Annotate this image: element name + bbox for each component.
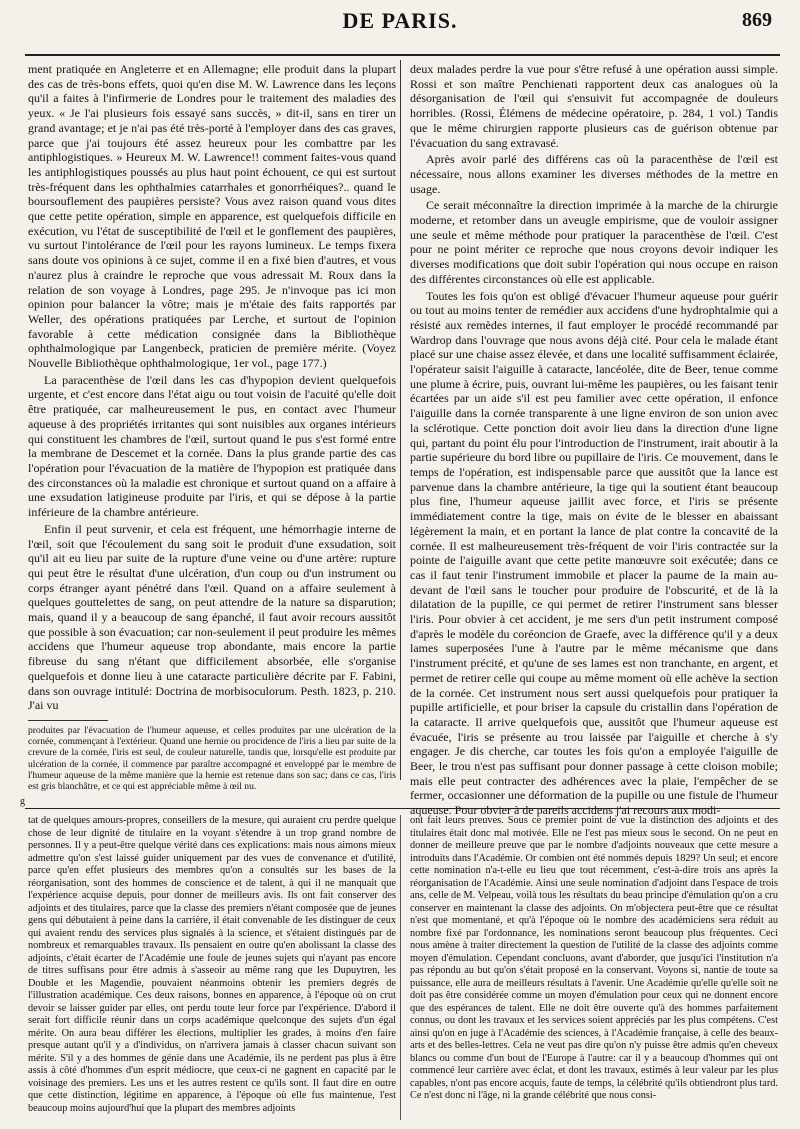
paragraph: Après avoir parlé des différens cas où la paracenthèse de l'œil est nécessaire, nous allons examiner les diverses méthodes de la mettre en usage.	[410, 152, 778, 196]
column-divider	[400, 60, 401, 780]
feuilleton-divider	[400, 815, 401, 1120]
running-title: DE PARIS.	[342, 8, 458, 33]
paragraph: Enfin il peut survenir, et cela est fréquent, une hémorrhagie interne de l'œil, soit que l'écoulement du sang soit le produit d'une exsudation, soit qu'il ait eu lieu par suite de la rupture d'une veine ou d'une artère: rupture qui peut être le résultat d'une ulcération, d'un coup ou d'un instrument ou corps étranger ayant pénétré dans l'œil. Quand on a affaire seulement à quelques gouttelettes de sang, on peut attendre de la nature sa disparution; mais, quand il y a beaucoup de sang épanché, il faut avoir recours aussitôt que possible à son évacuation; car non-seulement il peut produire les mêmes accidens que l'humeur aqueuse trop abondante, mais encore la partie fibreuse du sang n'étant que difficilement absorbée, elle s'organise quelquefois et donne lieu à une cataracte particulière décrite par F. Fabini, dans son ouvrage intitulé: Doctrina de morbisoculorum. Pesth. 1823, p. 210. J'ai vu	[28, 521, 396, 713]
footnote: produites par l'évacuation de l'humeur aqueuse, et celles produites par une ulcération de la cornée, commençant à l'extérieur. Quand une hernie ou procidence de l'iris a lieu par suite de la crevure de la cornée, l'iris est seul, de couleur naturelle, tandis que, lorsqu'elle est produite par ulcération de la cornée, il commence par paraître accompagné et enveloppé par le membre de l'humeur aqueuse de la même manière que la hernie est retenue dans son sac; dans ce cas, l'iris est gris blanchâtre, et ce qui est appréciable même à œil nu.	[28, 725, 396, 793]
feuilleton-text: ont fait leurs preuves. Sous ce premier point de vue la distinction des adjoints et des titulaires était donc mal motivée. Elle ne l'est pas mieux sous le second. On ne peut en donner de meilleure preuve que par le nombre d'adjoints nouveaux que cette mesure a introduits dans l'Académie. Or combien ont été nommés depuis 1829? Un seul; et encore cette nomination n'a-t-elle eu lieu que tout récemment, c'est-à-dire trois ans après la réorganisation de l'Académie. Ainsi une seule nomination d'adjoint dans l'espace de trois ans, celle de M. Velpeau, voilà tous les résultats du beau principe d'émulation qu'on a cru conserver en maintenant la classe des adjoints. On m'objectera peut-être que ce résultat n'est que momentané, et qu'à l'époque où le nombre des académiciens sera réduit au nombre fixé par l'ordonnance, les nominations seront beaucoup plus fréquentes. Ceci nous amène à traiter directement la question de l'utilité de la classe des adjoints comme moyen d'émulation. Cependant concluons, avant d'aborder, que jusqu'ici l'institution n'a pas répondu au but qu'on s'était proposé en la conservant. Voyons si, nantie de toute sa puissance, elle aura de meilleurs résultats à l'avenir. Une Académie qu'elle qu'elle soit ne doit pas être considérée comme un moyen d'émulation pour ceux qui ne donnent encore que des espérances de talent. Elle ne doit être ouverte qu'à des hommes parfaitement connus, ou dont les travaux et les services soient appréciés par les plus compétens. C'est ainsi qu'on en juge à l'Académie des sciences, à l'Académie française, à celle des beaux-arts et des belles-lettres. Cela ne veut pas dire qu'on n'y puisse être admis qu'en cheveux blancs ou comme d'un bout de l'Europe à l'autre: car il y a beaucoup d'hommes qui ont commencé leur carrière avec éclat, et dont les travaux, estimés à leur valeur par les plus capables, n'ont pas encore acquis, faute de temps, la célébrité qu'ils obtiendront plus tard. Ce n'est donc ni l'âge, ni la grande célébrité que nous consi-	[410, 815, 778, 1101]
signature-mark: g	[20, 796, 25, 807]
paragraph: Ce serait méconnaître la direction imprimée à la marche de la chirurgie moderne, et retomber dans un aveugle empirisme, que de vouloir assigner une seule et même méthode pour pratiquer la paracenthèse de l'œil. C'est pour ne point mériter ce reproche que nous croyons devoir indiquer les diverses modifications que doit subir l'opération qui nous occupe en raison des différentes circonstances où elle est applicable.	[410, 198, 778, 286]
header-rule	[25, 54, 780, 56]
paragraph: Toutes les fois qu'on est obligé d'évacuer l'humeur aqueuse pour guérir ou tout au moins tenter de remédier aux accidens d'une hydrophtalmie qui a résisté aux remèdes internes, il faut employer le procédé recommandé par Wardrop dans l'ouvrage que nous avons déjà cité. Pour cela le malade étant placé sur une chaise assez élevée, et dans une localité suffisamment éclairée, l'opérateur saisit l'aiguille à cataracte, lancéolée, dite de Beer, tenue comme une plume à écrire, puis, ouvrant lui-même les paupières, ou les faisant tenir écartées par un aide s'il est peu familier avec cette opération, il enfonce l'aiguille dans la cornée transparente à une ligne environ de son union avec la sclérotique. Cette ponction doit avoir lieu dans la direction d'une ligne qui, partant du point élu pour l'introduction de l'instrument, irait aboutir à la partie supérieure du bord libre ou pupillaire de l'iris. Ce mouvement, dans le temps de l'opération, est indispensable parce que aussitôt que la lance est parvenue dans la chambre antérieure, la tige qui la soutient étant beaucoup plus fine, l'humeur aqueuse jaillit avec force, et l'iris se présente immédiatement contre la tige, mais on évite de le blesser en abaissant légèrement la main, et en portant la lance de plat contre la concavité de la cornée. Il est malheureusement très-fréquent de voir l'iris contractée sur la pointe de l'aiguille avant que cette petite manœuvre soit exécutée; dans ce cas il faut tenir l'instrument immobile et placer la paume de la main au-devant de l'œil sans le toucher pour produire de l'obscurité, et de là la dilatation de la pupille, ce qui permet de retirer l'instrument sans blesser l'iris. Pour obvier à cet accident, je me sers d'un petit instrument composé d'après le modèle du coréoncion de Graefe, avec la différence qu'il y a deux lames superposées l'une à l'autre par le même mécanisme que dans l'instrument précité, et qu'une de ses lames est non tranchante, en argent, et permet de retirer celle qui coupe au même moment où elle achève la section de la cornée. Cet instrument nous sert aussi quelquefois pour pratiquer la pupille artificielle, et pour briser la capsule du cristallin dans l'opération de la cataracte. Il arrive quelquefois que, aussitôt que l'humeur aqueuse est évacuée, l'iris se présente au trou laissée par l'aiguille et cherche à s'y engager. Je dis cherche, car toutes les fois qu'on a employée l'aiguille de Beer, le trou n'est pas suffisant pour donner passage à cette cloison mobile; mais elle peut contracter des adhérences avec la plaie, l'empêcher de se fermer, occasionner une déformation de la pupille ou une fistule de l'humeur aqueuse. Pour obvier à de pareils accidens j'ai recours aux modi-	[410, 288, 778, 818]
page-number: 869	[742, 9, 772, 31]
feuilleton-rule	[25, 808, 780, 809]
footnote-rule	[28, 720, 108, 721]
article-column-right	[410, 62, 778, 818]
article-column-left	[28, 62, 396, 712]
paragraph: La paracenthèse de l'œil dans les cas d'hypopion devient quelquefois urgente, et c'est encore dans l'état aigu ou tout voisin de l'acuité qu'elle doit être pratiquée, car malheureusement le pus, en contact avec l'humeur aqueuse à des propriétés irritantes qui sont nuisibles aux organes intérieurs qui constituent les chambres de l'œil, surtout quand le pus s'est formé entre la membrane de Descemet et la cornée. Dans la plus grande partie des cas l'opération pour l'évacuation de la matière de l'hypopion est pratiquée dans des circonstances où la maladie est chronique et surtout quand on a affaire à une exsudation latigineuse produite par l'iris, et qui se dépose à la partie inférieure de la chambre antérieure.	[28, 372, 396, 520]
feuilleton-column-right	[410, 815, 778, 1125]
feuilleton-text: tat de quelques amours-propres, conseillers de la mesure, qui auraient cru perdre quelque chose de leur dignité de titulaire en la voyant s'étendre à un trop grand nombre de personnes. Il y a peut-être quelque vérité dans ces explications: mais nous aimons mieux admettre qu'on s'est laissé guider uniquement par des vues de convenance et d'utilité, parce qu'en effet plusieurs des membres qu'on a consultés sur les bases de la réorganisation, sont des hommes de conscience et de talent, à qui il ne manquait que l'expérience acquise depuis, pour donner de meilleurs avis. Ils ont fait conserver des adjoints et des titulaires, parce que la classe des premiers n'étant composée que de jeunes gens qui débutaient à peine dans la carrière, il était convenable de les distinguer de ceux qui avaient rendu des services plus signalés à la science, et s'étaient distingués par de nombreux et remarquables travaux. Ils pensaient en outre qu'en abolissant la classe des adjoints, c'était écarter de l'Académie une foule de jeunes sujets qui n'ayant pas encore de titres suffisans pour être admis à s'asseoir au même rang que les Dupuytren, les Double et les Magendie, pouvaient néanmoins obtenir les premiers degrés de l'illustration académique. Ces deux raisons, bonnes en apparence, à l'époque où on crut devoir se laisser guider par elles, ont perdu toute leur force par l'expérience. D'abord il serait fort difficile réunir dans un corps académique quelconque des sujets d'un égal mérite. On aura beau différer les élections, multiplier les grades, à moins d'en faire presque autant qu'il y a d'individus, on n'arrivera jamais à classer chacun suivant son mérite. S'il y a des hommes de génie dans une Académie, ils ne perdent pas plus à être assis à côté d'hommes d'un esprit médiocre, que ceux-ci ne gagnent en capacité par le voisinage des premiers. Les uns et les autres restent ce qu'ils sont. Il faut dire en outre que cette distinction, légitime en apparence, à l'époque où elle fus maintenue, l'est beaucoup moins aujourd'hui que la plupart des membres adjoints	[28, 815, 396, 1114]
paragraph: deux malades perdre la vue pour s'être refusé à une opération aussi simple. Rossi et son maître Penchienati rapportent deux cas analogues où la désorganisation de l'œil qui s'ensuivit fut accompagnée de douleurs horribles. (Rossi, Élémens de médecine opératoire, p. 284, 1 vol.) Tandis que le même chirurgien rapporte plusieurs cas de guérison obtenue par l'évacuation du sang extravasé.	[410, 62, 778, 150]
paragraph: ment pratiquée en Angleterre et en Allemagne; elle produit dans la plupart des cas de très-bons effets, quoi qu'en dise M. W. Lawrence dans les leçons qu'il a faites à l'infirmerie de Londres pour le traitement des maladies des yeux. « Je l'ai plusieurs fois essayé sans succès, » dit-il, sans en tirer un grand avantage; et je n'ai pas été très-porté à l'employer dans des cas graves, parce que j'ai toujours été assez heureux pour les combattre par les antiphlogistiques. » Heureux M. W. Lawrence!! comment faites-vous quand les antiphlogistiques poussés au plus haut point échouent, ce qui est surtout très-fréquent dans les ophthalmies catarrhales et gonorrhéiques?.. quand le boursouflement des paupières persiste? Vous avez raison quand vous dites que cette petite opération, simple en apparence, est quelquefois difficile en exécution, vu l'état de susceptibilité de l'œil et le gonflement des paupières, vu surtout l'intolérance de l'œil pour les rayons lumineux. Le temps fixera sans doute vos opinions à ce sujet, comme il en a fixé bien d'autres, et vous n'aurez plus à craindre le reproche que vous adressait M. Roux dans la relation de son voyage à Londres, page 295. Je n'invoque pas ici mon opinion pour balancer la vôtre; mais je m'étaie des faits rapportés par Weller, des opérations pratiquées par Lerche, et surtout de l'opinion favorable à cette médication consignée dans la Bibliothèque ophthalmologique par Langenbeck, praticien de première mérite. (Voyez Nouvelle Bibliothèque ophthalmologique, 1er vol., page 177.)	[28, 62, 396, 371]
feuilleton-column-left	[28, 815, 396, 1125]
